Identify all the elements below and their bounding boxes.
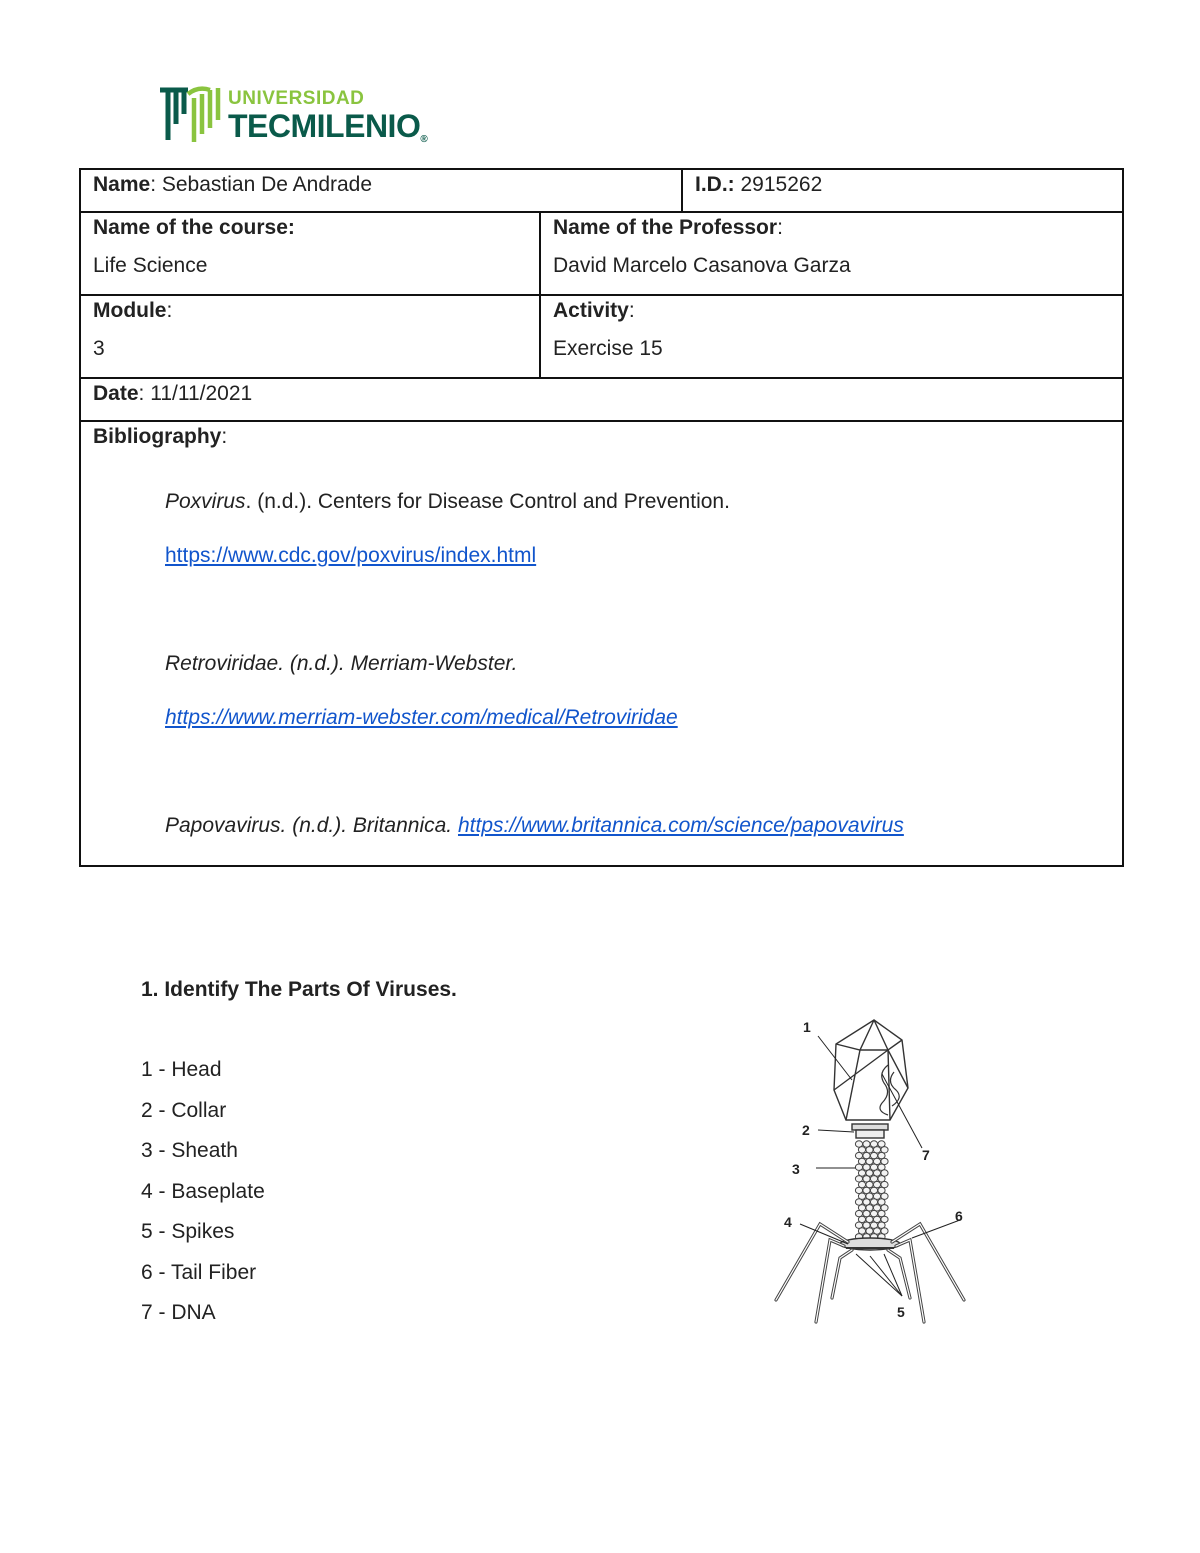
- professor-cell: Name of the Professor: David Marcelo Casanova Garza: [540, 212, 1123, 295]
- professor-label: Name of the Professor: [553, 216, 778, 239]
- activity-value: Exercise 15: [553, 337, 663, 360]
- list-item: 6 - Tail Fiber: [141, 1260, 257, 1284]
- list-item: 1 - Head: [141, 1058, 222, 1081]
- course-value: Life Science: [93, 254, 208, 277]
- professor-value: David Marcelo Casanova Garza: [553, 254, 851, 277]
- course-label: Name of the course:: [93, 216, 295, 239]
- bib-entry-retroviridae: Retroviridae. (n.d.). Merriam-Webster.: [165, 652, 518, 675]
- logo-university-text: UNIVERSIDAD: [228, 88, 365, 109]
- logo-tecmilenio-text: TECMILENIO®: [228, 108, 428, 145]
- bib-link-cdc[interactable]: https://www.cdc.gov/poxvirus/index.html: [165, 544, 537, 567]
- module-label: Module: [93, 299, 167, 322]
- module-value: 3: [93, 337, 105, 360]
- list-item: 5 - Spikes: [141, 1220, 235, 1243]
- question-title: 1. Identify The Parts Of Viruses.: [141, 978, 457, 1001]
- bib-entry-papovavirus: Papovavirus. (n.d.). Britannica. https://www.britannica.com/science/papovavirus: [165, 814, 904, 837]
- diagram-label-7: 7: [922, 1147, 930, 1163]
- student-info-table: [79, 168, 1124, 867]
- date-value: : 11/11/2021: [138, 382, 253, 405]
- id-cell: [682, 169, 1123, 212]
- module-cell: Module: 3: [80, 295, 540, 378]
- virus-parts-list: [141, 1058, 265, 1342]
- list-item: 4 - Baseplate: [141, 1179, 265, 1203]
- diagram-label-5: 5: [897, 1304, 905, 1320]
- activity-cell: Activity: Exercise 15: [540, 295, 1123, 378]
- course-cell: [80, 212, 540, 295]
- bacteriophage-diagram: [770, 1010, 980, 1330]
- diagram-label-4: 4: [784, 1214, 792, 1230]
- bib-link-britannica[interactable]: https://www.britannica.com/science/papovavirus: [457, 814, 904, 837]
- name-label: Name: [93, 173, 151, 196]
- phage-sheath: [855, 1141, 888, 1240]
- list-item: 2 - Collar: [141, 1098, 227, 1122]
- university-logo: [158, 84, 448, 148]
- diagram-label-6: 6: [955, 1208, 963, 1224]
- date-cell: [80, 378, 1123, 421]
- name-value: : Sebastian De Andrade: [150, 173, 373, 196]
- list-item: 7 - DNA: [141, 1301, 216, 1324]
- phage-collar: [852, 1124, 888, 1138]
- tecmilenio-logo-icon: [158, 84, 226, 148]
- name-cell: [80, 169, 682, 212]
- bib-link-merriam-webster[interactable]: https://www.merriam-webster.com/medical/Retroviridae: [165, 706, 678, 729]
- bibliography-label: Bibliography: [93, 425, 222, 448]
- date-label: Date: [93, 382, 139, 405]
- diagram-label-2: 2: [802, 1122, 810, 1138]
- id-value: 2915262: [734, 173, 823, 196]
- bibliography-cell: Bibliography: Poxvirus. (n.d.). Centers for Disease Control and Prevention. https://www.cdc.gov/poxvirus/index.html Retroviridae. (n.d.). Merriam-Webster. https://www.merriam-webster.com/medical/Retroviridae Papovavirus. (n.d.). Britannica. https://www.britannica.com/science/papovavirus: [80, 421, 1123, 866]
- diagram-label-3: 3: [792, 1161, 800, 1177]
- diagram-label-1: 1: [803, 1019, 811, 1035]
- activity-label: Activity: [553, 299, 629, 322]
- list-item: 3 - Sheath: [141, 1139, 238, 1162]
- phage-baseplate: [840, 1238, 900, 1250]
- bib-entry-poxvirus: Poxvirus. (n.d.). Centers for Disease Control and Prevention.: [165, 490, 730, 513]
- id-label: I.D.:: [695, 173, 735, 196]
- phage-head: [834, 1020, 908, 1120]
